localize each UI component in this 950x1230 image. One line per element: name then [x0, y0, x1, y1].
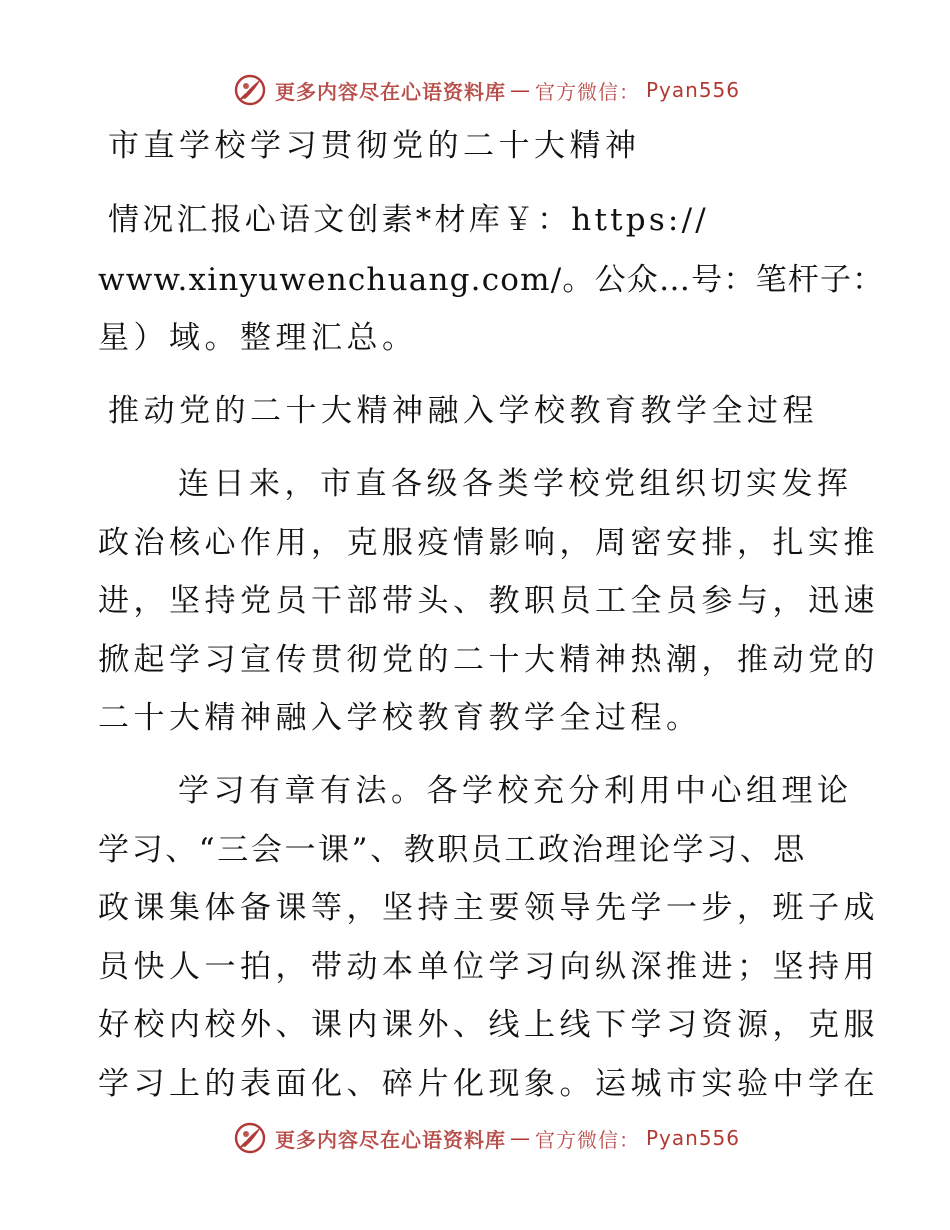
watermark-wechat-id: Pyan556 [646, 78, 741, 102]
doc-subtitle: 推动党的二十大精神融入学校教育教学全过程 [108, 393, 818, 429]
watermark-wechat-label: 官方微信： [535, 79, 640, 104]
doc-title-line-4: 星）域。整理汇总。 [98, 320, 418, 356]
para1-line: 二十大精神融入学校教育教学全过程。 [98, 700, 702, 736]
para2-line: 学习上的表面化、碎片化现象。运城市实验中学在 [98, 1066, 879, 1102]
doc-title-line-3: www.xinyuwenchuang.com/。公众…号：笔杆子： [98, 262, 885, 298]
para2-line: 政课集体备课等，坚持主要领导先学一步，班子成 [98, 890, 879, 926]
doc-title-line-1: 市直学校学习贯彻党的二十大精神 [108, 128, 641, 164]
para2-line: 好校内校外、课内课外、线上线下学习资源，克服 [98, 1007, 879, 1043]
para1-line: 进，坚持党员干部带头、教职员工全员参与，迅速 [98, 583, 879, 619]
watermark-wechat-label: 官方微信： [535, 1127, 640, 1152]
para1-line: 掀起学习宣传贯彻党的二十大精神热潮，推动党的 [98, 642, 879, 678]
header-watermark-text [275, 76, 740, 105]
para2-line: 学习有章有法。各学校充分利用中心组理论 [178, 773, 853, 809]
header-watermark [233, 72, 741, 108]
quill-logo-icon [233, 1121, 267, 1155]
watermark-brand: 更多内容尽在心语资料库 [275, 79, 506, 104]
para2-line: 员快人一拍，带动本单位学习向纵深推进；坚持用 [98, 949, 879, 985]
watermark-separator: — [510, 78, 531, 102]
footer-watermark [233, 1120, 741, 1156]
para1-line: 政治核心作用，克服疫情影响，周密安排，扎实推 [98, 525, 879, 561]
para1-line: 连日来，市直各级各类学校党组织切实发挥 [178, 466, 853, 502]
para2-line: 学习、“三会一课”、教职员工政治理论学习、思 [98, 832, 807, 868]
watermark-brand: 更多内容尽在心语资料库 [275, 1127, 506, 1152]
doc-title-line-2: 情况汇报心语文创素*材库￥：https:// [108, 202, 709, 238]
quill-logo-icon [233, 73, 267, 107]
watermark-wechat-id: Pyan556 [646, 1126, 741, 1150]
watermark-separator: — [510, 1126, 531, 1150]
footer-watermark-text [275, 1124, 740, 1153]
